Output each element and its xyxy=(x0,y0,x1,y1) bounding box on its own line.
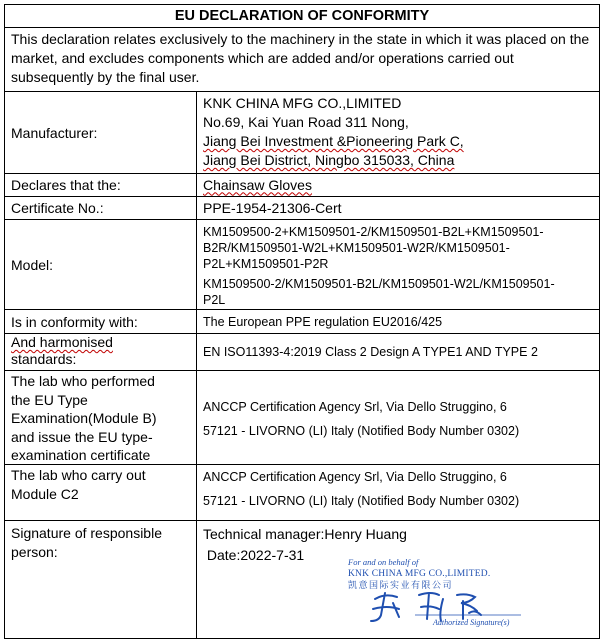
lab-module-c2-value xyxy=(197,465,599,520)
manufacturer-value xyxy=(197,92,599,173)
manufacturer-row xyxy=(4,91,600,173)
conformity-label: Is in conformity with: xyxy=(5,310,197,333)
signature-label xyxy=(5,521,197,638)
lab-module-b-address: ANCCP Certification Agency Srl, Via Dello Struggino, 6 xyxy=(203,400,507,414)
lab-module-b-label-line: Examination(Module B) xyxy=(11,410,157,426)
model-value xyxy=(197,220,599,309)
stamp-company-cn-text: 凯意国际实业有限公司 xyxy=(348,581,454,591)
certificate-label: Certificate No.: xyxy=(5,197,197,219)
lab-module-b-label-line: The lab who performed xyxy=(11,373,155,389)
lab-module-b-label-line: the EU Type xyxy=(11,391,88,408)
declares-value: Chainsaw Gloves xyxy=(203,176,312,193)
signature-row xyxy=(4,520,600,639)
document-title: EU DECLARATION OF CONFORMITY xyxy=(174,8,430,24)
lab-module-c2-label-line: Module C2 xyxy=(11,486,79,502)
declares-row xyxy=(4,173,600,196)
model-line: P2L xyxy=(203,293,226,307)
conformity-value: The European PPE regulation EU2016/425 xyxy=(203,314,443,329)
manufacturer-address-2: Jiang Bei Investment &Pioneering Park C, xyxy=(203,133,464,149)
technical-manager: Technical manager:Henry Huang xyxy=(203,526,407,542)
lab-module-b-label-line: examination certificate xyxy=(11,447,151,463)
lab-module-c2-row xyxy=(4,464,600,520)
lab-module-b-city: 57121 - LIVORNO (LI) Italy (Notified Body Number 0302) xyxy=(203,424,520,438)
manufacturer-label: Manufacturer: xyxy=(5,92,197,173)
lab-module-c2-label xyxy=(5,465,197,520)
lab-module-b-label-line: and issue the EU type- xyxy=(11,428,153,445)
lab-module-b-row xyxy=(4,370,600,464)
standards-label xyxy=(5,334,197,370)
manufacturer-address-1: No.69, Kai Yuan Road 311 Nong, xyxy=(203,114,409,130)
model-line: KM1509500-2/KM1509501-B2L/KM1509501-W2L/KM1509501- xyxy=(203,277,555,291)
certificate-value: PPE-1954-21306-Cert xyxy=(203,199,342,216)
stamp-company-text: KNK CHINA MFG CO.,LIMITED. xyxy=(348,569,491,579)
lab-module-c2-address: ANCCP Certification Agency Srl, Via Dello Struggino, 6 xyxy=(203,470,507,484)
certificate-row xyxy=(4,196,600,219)
intro-text: This declaration relates exclusively to the machinery in the state in which it was placed on the market, and excludes components which are added and/or operations carried out subsequently by the final user. xyxy=(11,31,590,85)
title-row xyxy=(4,4,600,27)
standards-label-line: And harmonised xyxy=(11,334,113,350)
company-seal-signature xyxy=(345,555,523,627)
stamp-authorized-text: Authorized Signature(s) xyxy=(433,618,510,627)
model-line: KM1509500-2+KM1509501-2/KM1509501-B2L+KM1509501- xyxy=(203,225,544,239)
standards-row xyxy=(4,333,600,370)
model-row xyxy=(4,219,600,309)
lab-module-b-label xyxy=(5,371,197,464)
signature-label-line: Signature of responsible xyxy=(11,525,162,541)
stamp-behalf-text: For and on behalf of xyxy=(348,557,419,567)
standards-label-line: standards: xyxy=(11,351,77,367)
declaration-document xyxy=(4,4,600,639)
signature-label-line: person: xyxy=(11,544,58,560)
signature-date: Date:2022-7-31 xyxy=(203,547,305,563)
signature-value xyxy=(197,521,599,638)
lab-module-c2-label-line: The lab who carry out xyxy=(11,467,146,483)
manufacturer-address-3: Jiang Bei District, Ningbo 315033, China xyxy=(203,152,455,168)
declares-label: Declares that the: xyxy=(5,174,197,196)
model-line: P2L+KM1509501-P2R xyxy=(203,257,329,271)
conformity-row xyxy=(4,309,600,333)
handwritten-signature xyxy=(371,593,481,621)
lab-module-b-value xyxy=(197,371,599,464)
model-label: Model: xyxy=(5,220,197,309)
lab-module-c2-city: 57121 - LIVORNO (LI) Italy (Notified Body Number 0302) xyxy=(203,494,520,508)
model-line: B2R/KM1509501-W2L+KM1509501-W2R/KM1509501- xyxy=(203,241,510,255)
manufacturer-name: KNK CHINA MFG CO.,LIMITED xyxy=(203,95,402,111)
intro-row xyxy=(4,27,600,91)
standards-value: EN ISO11393-4:2019 Class 2 Design A TYPE1 AND TYPE 2 xyxy=(203,345,538,359)
